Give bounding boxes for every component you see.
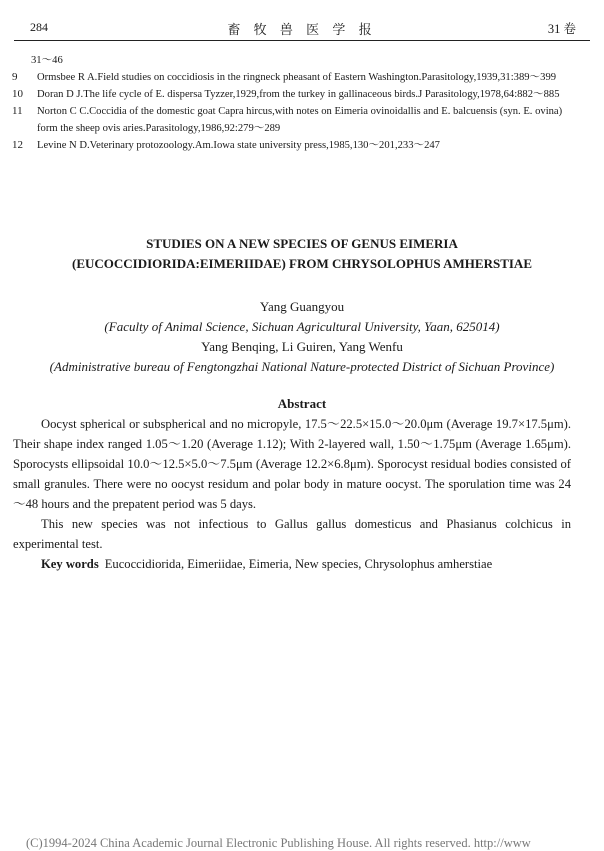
author-block — [0, 297, 604, 377]
reference-number: 11 — [12, 105, 23, 117]
paper-title — [0, 234, 604, 274]
volume-label: 31 卷 — [547, 22, 576, 36]
title-line-2: (EUCOCCIDIORIDA:EIMERIIDAE) FROM CHRYSOLOPHUS AMHERSTIAE — [72, 256, 532, 271]
header-rule — [14, 40, 590, 41]
affiliation-primary: (Faculty of Animal Science, Sichuan Agricultural University, Yaan, 625014) — [104, 319, 500, 334]
abstract-heading: Abstract — [277, 396, 327, 411]
page-number: 284 — [30, 20, 48, 34]
abstract-body — [13, 414, 571, 574]
reference-text: Doran D J.The life cycle of E. dispersa Tyzzer,1929,from the turkey in gallinaceous birds.J Parasitology,1978,64:882～885 — [37, 89, 560, 100]
affiliation-secondary: (Administrative bureau of Fengtongzhai National Nature-protected District of Sichuan Province) — [49, 359, 555, 374]
title-line-1: STUDIES ON A NEW SPECIES OF GENUS EIMERIA — [146, 236, 458, 251]
author-primary: Yang Guangyou — [259, 299, 345, 314]
reference-text: Norton C C.Coccidia of the domestic goat Capra hircus,with notes on Eimeria ovinoidallis and E. balcuensis (syn. E. ovina) form the sheep ovis aries.Parasitology,1986,92:279～289 — [37, 106, 563, 134]
reference-item — [12, 69, 578, 86]
reference-item — [12, 103, 578, 137]
reference-list — [12, 52, 578, 154]
abstract-paragraph-1: Oocyst spherical or subspherical and no micropyle, 17.5～22.5×15.0～20.0μm (Average 19.7×17.5μm). Their shape index ranged 1.05～1.20 (Average 1.12); With 2-layered wall, 1.50～1.75μm (Average 1.65μm). Sporocysts ellipsoidal 10.0～12.5×5.0～7.5μm (Average 12.2×6.8μm). Sporocyst residual bodies consisted of small granules. There were no oocyst residum and polar body in mature oocyst. The sporulation time was 24～48 hours and the prepatent period was 5 days. — [13, 417, 571, 511]
keywords-line — [13, 554, 571, 574]
reference-number: 12 — [12, 139, 23, 151]
author-secondary: Yang Benqing, Li Guiren, Yang Wenfu — [201, 339, 403, 354]
page-header — [14, 18, 590, 38]
copyright-footer: (C)1994-2024 China Academic Journal Electronic Publishing House. All rights reserved. http://www — [26, 836, 531, 850]
reference-text: Levine N D.Veterinary protozoology.Am.Iowa state university press,1985,130～201,233～247 — [37, 140, 440, 151]
keywords-label: Key words — [41, 557, 99, 571]
reference-number: 9 — [12, 71, 18, 83]
keywords-text: Eucoccidiorida, Eimeriidae, Eimeria, New species, Chrysolophus amherstiae — [104, 557, 493, 571]
reference-number: 10 — [12, 88, 23, 100]
journal-name: 畜 牧 兽 医 学 报 — [227, 22, 377, 37]
abstract-paragraph-2: This new species was not infectious to Gallus gallus domesticus and Phasianus colchicus in experimental test. — [13, 517, 571, 551]
reference-item — [12, 137, 578, 154]
reference-text: Ormsbee R A.Field studies on coccidiosis in the ringneck pheasant of Eastern Washington.Parasitology,1939,31:389～399 — [37, 72, 557, 83]
reference-item — [12, 86, 578, 103]
reference-continuation: 31～46 — [31, 55, 63, 66]
